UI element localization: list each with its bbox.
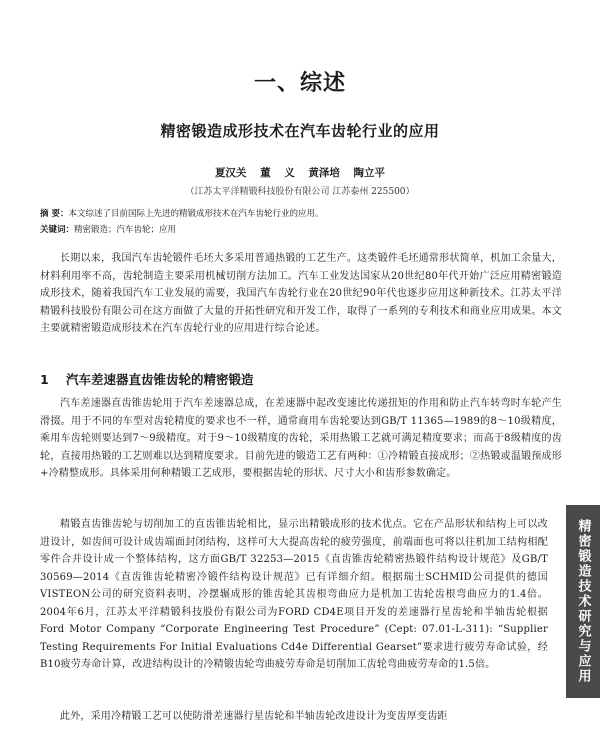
intro-paragraph: 长期以来，我国汽车齿轮锻件毛坯大多采用普通热锻的工艺生产。这类锻件毛坯通常形状简单，机加工余量大，材料利用率不高，齿轮制造主要采用机械切削方法加工。汽车工业发达国家从20世纪80年代开始广泛应用精密锻造成形技术，随着我国汽车工业发展的需要，我国汽车齿轮行业在20世纪90年代也逐步应用这种新技术。江苏太平洋精锻科技股份有限公司在这方面做了大量的开拓性研究和开发工作，取得了一系列的专利技术和商业应用成果。本文主要就精密锻造成形技术在汽车齿轮行业的应用进行综合论述。 [40, 253, 562, 334]
subsection-title: 汽车差速器直齿锥齿轮的精密锻造 [66, 372, 254, 387]
abstract [40, 208, 560, 221]
subsection-number: 1 [40, 372, 49, 387]
abstract-label: 摘 要： [40, 209, 69, 219]
keywords [40, 224, 560, 237]
body-paragraph: 汽车差速器直齿锥齿轮用于汽车差速器总成，在差速器中起改变速比传递扭矩的作用和防止汽车转弯时车轮产生滑掇。用于不同的车型对齿轮精度的要求也不一样，通常商用车齿轮要达到GB/T 11365—1989的8～10级精度，乘用车齿轮则要达到7～9级精度。对于9～10级精度的齿轮，采用热锻工艺就可满足精度要求；而高于8级精度的齿轮，直接用热锻的工艺则难以达到精度要求。目前先进的锻造工艺有两种：①冷精锻直接成形；②热锻或温锻预成形+冷精整成形。具体采用何种精锻工艺成形，要根据齿轮的形状、尺寸大小和齿形参数确定。 [40, 398, 562, 479]
body-paragraph: 此外，采用冷精锻工艺可以使防滑差速器行星齿轮和半轴齿轮改进设计为变齿厚变齿距 [60, 711, 448, 722]
abstract-text: 本文综述了目前国际上先进的精锻成形技术在汽车齿轮行业的应用。 [68, 209, 324, 219]
body-paragraph: 精锻直齿锥齿轮与切削加工的直齿锥齿轮相比，显示出精锻成形的技术优点。它在产品形状和结构上可以改进设计，如齿间可设计成齿端面封闭结构，这样可大大提高齿轮的疲劳强度，前端面也可将以往机加工结构相配零件合并设计成一个整体结构，这方面GB/T 32253—2015《直齿锥齿轮精密热锻件结构设计规范》及GB/T 30569—2014《直齿锥齿轮精密冷锻件结构设计规范》已有详细介绍。根据瑞士SCHMID公司提供的德国VISTEON公司的研究资料表明，冷摆辗成形的锥齿轮其齿根弯曲应力是机加工齿轮齿根弯曲应力的1.4倍。2004年6月，江苏太平洋精锻科技股份有限公司为FORD CD4E项目开发的差速器行星齿轮和半轴齿轮根据Ford Motor Company “Corporate Engineering Test Procedure” (Cept: 07.01-L-311): “Supplier Testing Requirements For Initial Evaluations Cd4e Differential Gearset”要求进行疲劳寿命试验，经B10疲劳寿命计算，改进结构设计的冷精锻齿轮弯曲疲劳寿命是切削加工齿轮弯曲疲劳寿命的1.5倍。 [40, 519, 548, 670]
side-section-tab: 精密锻造技术研究与应用 [566, 505, 600, 698]
article-title: 精密锻造成形技术在汽车齿轮行业的应用 [160, 122, 440, 140]
section-heading: 一、综述 [253, 71, 346, 96]
keywords-text: 精密锻造；汽车齿轮；应用 [74, 225, 177, 235]
subsection-heading [40, 370, 560, 388]
affiliation: （江苏太平洋精锻科技股份有限公司 江苏泰州 225500） [185, 187, 415, 197]
keywords-label: 关键词： [40, 225, 75, 235]
authors: 夏汉关 董 义 黄泽培 陶立平 [214, 167, 386, 179]
